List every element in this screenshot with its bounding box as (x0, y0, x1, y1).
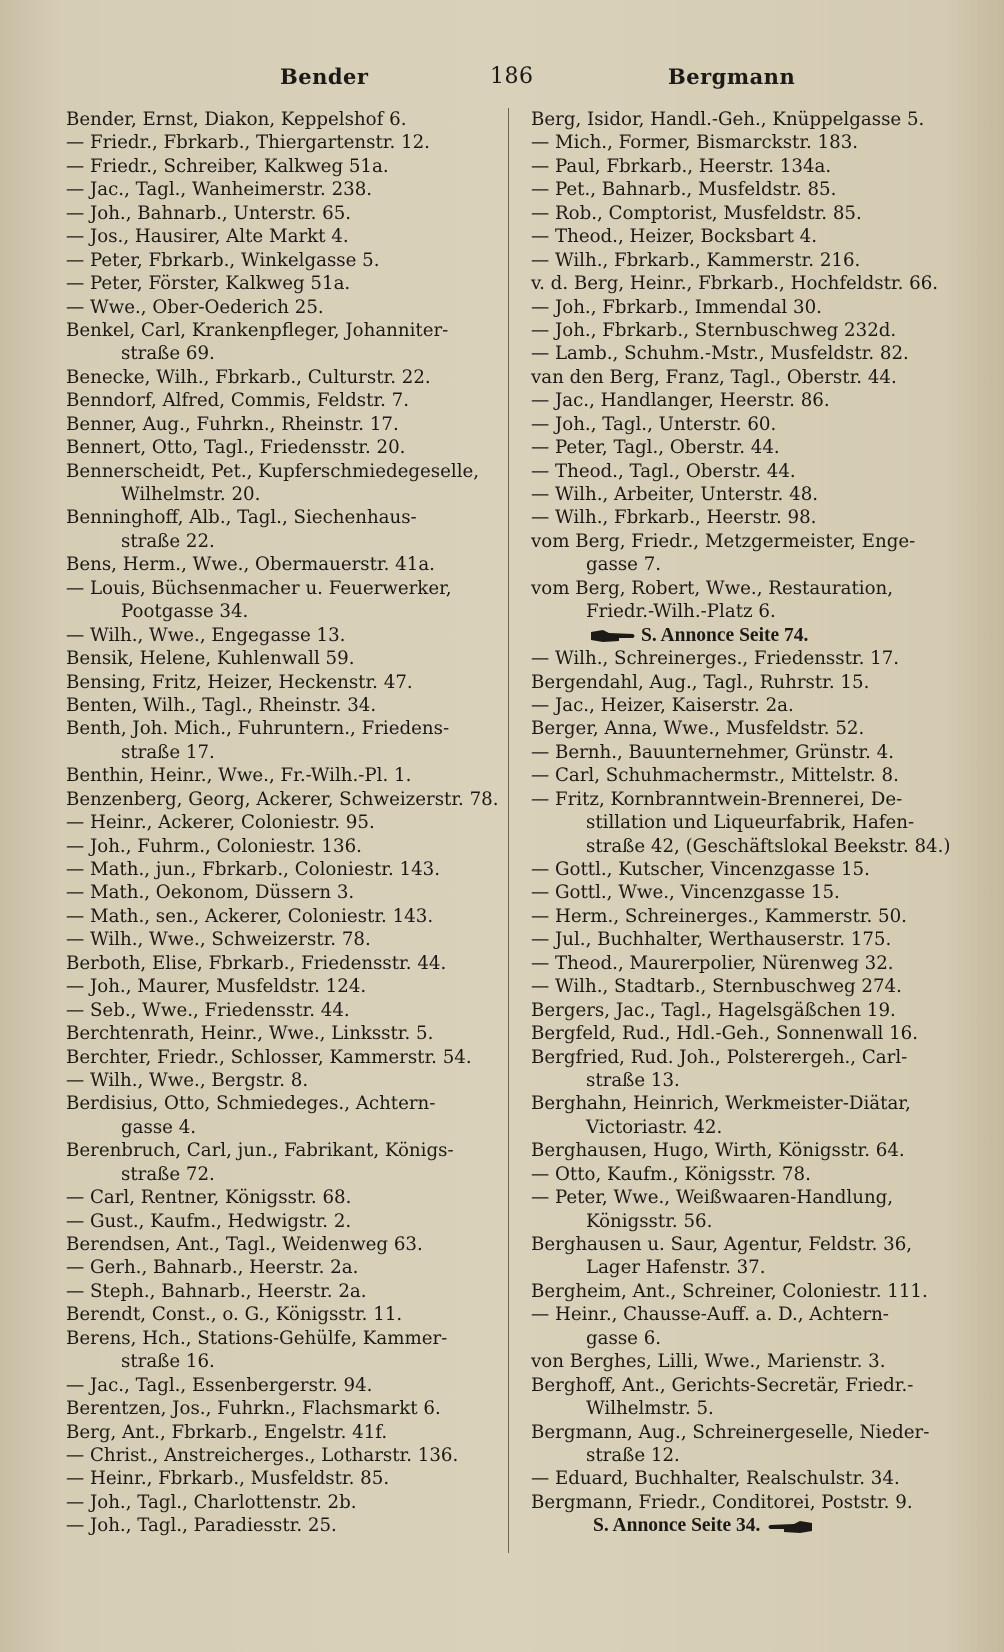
directory-line: straße 22. (121, 530, 215, 552)
directory-line (531, 1514, 961, 1537)
directory-line: straße 42, (Geschäftslokal Beekstr. 84.) (586, 835, 951, 857)
directory-line: — Peter, Wwe., Weißwaaren-Handlung, (531, 1187, 894, 1209)
directory-line: stillation und Liqueurfabrik, Hafen- (586, 812, 915, 834)
directory-line: — Wilh., Fbrkarb., Heerstr. 98. (531, 507, 817, 529)
directory-line: Benner, Aug., Fuhrkn., Rheinstr. 17. (66, 413, 399, 435)
directory-line: straße 72. (121, 1163, 215, 1185)
directory-line: Friedr.-Wilh.-Platz 6. (586, 601, 776, 623)
directory-line: — Heinr., Chausse-Auff. a. D., Achtern- (531, 1304, 889, 1326)
right-column (531, 108, 961, 1538)
column-divider (508, 108, 509, 1553)
directory-line: Berg, Isidor, Handl.-Geh., Knüppelgasse 5. (531, 109, 925, 130)
directory-line: — Louis, Büchsenmacher u. Feuerwerker, (66, 577, 452, 599)
directory-line: — Rob., Comptorist, Musfeldstr. 85. (531, 202, 862, 224)
directory-line: — Jac., Heizer, Kaiserstr. 2a. (531, 694, 794, 716)
directory-line: Bergmann, Aug., Schreinergeselle, Nieder- (531, 1421, 930, 1443)
pointing-hand-icon (589, 628, 637, 644)
directory-line: — Theod., Maurerpolier, Nürenweg 32. (531, 952, 894, 974)
directory-line: straße 16. (121, 1351, 215, 1373)
directory-line: Wilhelmstr. 5. (586, 1398, 714, 1420)
directory-line: Bensing, Fritz, Heizer, Heckenstr. 47. (66, 671, 413, 693)
directory-line: Berchter, Friedr., Schlosser, Kammerstr. 54. (66, 1046, 472, 1068)
page-number: 186 (490, 64, 534, 89)
directory-line: — Pet., Bahnarb., Musfeldstr. 85. (531, 179, 837, 201)
directory-line: — Paul, Fbrkarb., Heerstr. 134a. (531, 155, 832, 177)
directory-line: — Peter, Förster, Kalkweg 51a. (66, 273, 351, 295)
directory-line: Berendt, Const., o. G., Königsstr. 11. (66, 1304, 403, 1326)
directory-line: Bender, Ernst, Diakon, Keppelshof 6. (66, 109, 407, 130)
directory-line: — Jac., Handlanger, Heerstr. 86. (531, 390, 830, 412)
annonce-reference: S. Annonce Seite 74. (641, 624, 809, 646)
directory-line: Königsstr. 56. (586, 1210, 713, 1232)
directory-line: — Carl, Rentner, Königsstr. 68. (66, 1187, 352, 1209)
directory-line: — Heinr., Ackerer, Coloniestr. 95. (66, 812, 375, 834)
directory-line: — Lamb., Schuhm.-Mstr., Musfeldstr. 82. (531, 343, 909, 365)
directory-line: — Bernh., Bauunternehmer, Grünstr. 4. (531, 741, 895, 763)
directory-line: Bergmann, Friedr., Conditorei, Poststr. 9. (531, 1491, 913, 1513)
directory-line: — Wilh., Wwe., Engegasse 13. (66, 624, 346, 646)
directory-line (531, 624, 961, 647)
directory-line: Victoriastr. 42. (586, 1116, 723, 1138)
directory-line: Bergheim, Ant., Schreiner, Coloniestr. 111. (531, 1280, 928, 1302)
directory-line: — Fritz, Kornbranntwein-Brennerei, De- (531, 788, 903, 810)
directory-line: Berenbruch, Carl, jun., Fabrikant, Königs- (66, 1140, 454, 1162)
directory-line: Berghausen, Hugo, Wirth, Königsstr. 64. (531, 1140, 905, 1162)
directory-line: — Otto, Kaufm., Königsstr. 78. (531, 1163, 811, 1185)
directory-line: — Heinr., Fbrkarb., Musfeldstr. 85. (66, 1468, 390, 1490)
directory-line: straße 69. (121, 343, 215, 365)
directory-line: Bennerscheidt, Pet., Kupferschmiedegeselle, (66, 460, 480, 482)
directory-line: — Gottl., Kutscher, Vincenzgasse 15. (531, 859, 870, 880)
directory-line: Berchtenrath, Heinr., Wwe., Linksstr. 5. (66, 1023, 434, 1045)
directory-line: — Joh., Tagl., Paradiesstr. 25. (66, 1515, 337, 1537)
directory-line: Benthin, Heinr., Wwe., Fr.-Wilh.-Pl. 1. (66, 765, 412, 787)
directory-line: — Gust., Kaufm., Hedwigstr. 2. (66, 1210, 352, 1232)
directory-line: Wilhelmstr. 20. (121, 484, 261, 505)
directory-line: Berendsen, Ant., Tagl., Weidenweg 63. (66, 1234, 423, 1255)
directory-line: — Mich., Former, Bismarckstr. 183. (531, 132, 859, 154)
directory-line: — Gerh., Bahnarb., Heerstr. 2a. (66, 1257, 359, 1279)
directory-line: — Friedr., Schreiber, Kalkweg 51a. (66, 155, 389, 177)
directory-line: gasse 4. (121, 1116, 197, 1138)
directory-line: — Peter, Fbrkarb., Winkelgasse 5. (66, 249, 380, 271)
directory-line: Berghahn, Heinrich, Werkmeister-Diätar, (531, 1093, 911, 1115)
directory-line: Benth, Joh. Mich., Fuhruntern., Friedens- (66, 718, 450, 740)
directory-line: — Gottl., Wwe., Vincenzgasse 15. (531, 882, 840, 904)
directory-line: straße 13. (586, 1069, 680, 1091)
directory-line: v. d. Berg, Heinr., Fbrkarb., Hochfeldstr. 66. (531, 273, 939, 295)
directory-line: — Wilh., Fbrkarb., Kammerstr. 216. (531, 249, 861, 271)
directory-line: Pootgasse 34. (121, 601, 249, 623)
directory-line: — Jul., Buchhalter, Werthauserstr. 175. (531, 929, 892, 951)
directory-line: — Joh., Fbrkarb., Immendal 30. (531, 296, 822, 318)
directory-line: — Friedr., Fbrkarb., Thiergartenstr. 12. (66, 132, 430, 154)
directory-line: Bergfeld, Rud., Hdl.-Geh., Sonnenwall 16. (531, 1023, 919, 1045)
directory-line: — Joh., Tagl., Charlottenstr. 2b. (66, 1491, 357, 1513)
left-column (66, 108, 499, 1538)
page-header (0, 60, 1004, 96)
directory-line: Benninghoff, Alb., Tagl., Siechenhaus- (66, 507, 417, 529)
directory-line: — Wilh., Stadtarb., Sternbuschweg 274. (531, 976, 902, 998)
directory-line: — Wilh., Wwe., Bergstr. 8. (66, 1069, 309, 1091)
directory-line: straße 12. (586, 1444, 680, 1466)
directory-line: Berens, Hch., Stations-Gehülfe, Kammer- (66, 1327, 448, 1349)
directory-line: — Math., Oekonom, Düssern 3. (66, 882, 355, 904)
directory-line: — Peter, Tagl., Oberstr. 44. (531, 437, 780, 459)
directory-line: — Theod., Heizer, Bocksbart 4. (531, 226, 818, 248)
directory-line: — Joh., Tagl., Unterstr. 60. (531, 413, 777, 435)
directory-line: vom Berg, Robert, Wwe., Restauration, (531, 577, 894, 599)
directory-line: — Joh., Maurer, Musfeldstr. 124. (66, 976, 367, 998)
directory-line: Berboth, Elise, Fbrkarb., Friedensstr. 44. (66, 952, 447, 974)
directory-line: Bergfried, Rud. Joh., Polsterergeh., Carl- (531, 1046, 908, 1068)
directory-line: Berghausen u. Saur, Agentur, Feldstr. 36, (531, 1234, 913, 1255)
directory-line: Bergers, Jac., Tagl., Hagelsgäßchen 19. (531, 999, 896, 1021)
directory-line: Benndorf, Alfred, Commis, Feldstr. 7. (66, 390, 410, 412)
directory-line: — Jos., Hausirer, Alte Markt 4. (66, 226, 349, 248)
directory-line: — Math., sen., Ackerer, Coloniestr. 143. (66, 905, 434, 927)
directory-line: — Wilh., Schreinerges., Friedensstr. 17. (531, 648, 900, 670)
header-left-entry: Bender (280, 64, 369, 89)
directory-line: — Wilh., Arbeiter, Unterstr. 48. (531, 484, 819, 505)
directory-line: — Theod., Tagl., Oberstr. 44. (531, 460, 796, 482)
directory-line: Berghoff, Ant., Gerichts-Secretär, Friedr.- (531, 1374, 914, 1396)
pointing-hand-icon (766, 1519, 814, 1535)
directory-line: — Eduard, Buchhalter, Realschulstr. 34. (531, 1468, 900, 1490)
directory-line: — Jac., Tagl., Wanheimerstr. 238. (66, 179, 373, 201)
directory-line: Benkel, Carl, Krankenpfleger, Johanniter- (66, 319, 449, 341)
directory-line: straße 17. (121, 741, 215, 763)
directory-line: von Berghes, Lilli, Wwe., Marienstr. 3. (531, 1351, 886, 1373)
directory-line: vom Berg, Friedr., Metzgermeister, Enge- (531, 530, 916, 552)
directory-line: Bens, Herm., Wwe., Obermauerstr. 41a. (66, 554, 435, 576)
directory-line: gasse 7. (586, 554, 662, 576)
directory-line: Bennert, Otto, Tagl., Friedensstr. 20. (66, 437, 406, 459)
directory-line: — Math., jun., Fbrkarb., Coloniestr. 143. (66, 859, 441, 880)
directory-line: Berdisius, Otto, Schmiedeges., Achtern- (66, 1093, 436, 1115)
directory-line: — Joh., Fuhrm., Coloniestr. 136. (66, 835, 362, 857)
directory-line: — Wwe., Ober-Oederich 25. (66, 296, 324, 318)
directory-line: — Joh., Fbrkarb., Sternbuschweg 232d. (531, 319, 897, 341)
directory-line: Berg, Ant., Fbrkarb., Engelstr. 41f. (66, 1421, 388, 1443)
directory-line: — Seb., Wwe., Friedensstr. 44. (66, 999, 350, 1021)
directory-line: — Herm., Schreinerges., Kammerstr. 50. (531, 905, 907, 927)
directory-line: Bensik, Helene, Kuhlenwall 59. (66, 648, 355, 670)
annonce-reference: S. Annonce Seite 34. (593, 1515, 761, 1537)
header-right-entry: Bergmann (668, 64, 796, 89)
directory-line: gasse 6. (586, 1327, 662, 1349)
directory-line: — Wilh., Wwe., Schweizerstr. 78. (66, 929, 371, 951)
directory-line: Benten, Wilh., Tagl., Rheinstr. 34. (66, 694, 377, 716)
directory-line: — Jac., Tagl., Essenbergerstr. 94. (66, 1374, 373, 1396)
directory-line: Benecke, Wilh., Fbrkarb., Culturstr. 22. (66, 366, 431, 388)
directory-line: Bergendahl, Aug., Tagl., Ruhrstr. 15. (531, 671, 870, 693)
directory-line: — Carl, Schuhmachermstr., Mittelstr. 8. (531, 765, 899, 787)
directory-line: Benzenberg, Georg, Ackerer, Schweizerstr. 78. (66, 788, 499, 810)
directory-line: Berentzen, Jos., Fuhrkn., Flachsmarkt 6. (66, 1398, 441, 1420)
directory-line: Berger, Anna, Wwe., Musfeldstr. 52. (531, 718, 865, 740)
directory-line: — Christ., Anstreicherges., Lotharstr. 136. (66, 1444, 459, 1466)
directory-line: Lager Hafenstr. 37. (586, 1257, 766, 1279)
directory-line: — Steph., Bahnarb., Heerstr. 2a. (66, 1280, 367, 1302)
directory-line: van den Berg, Franz, Tagl., Oberstr. 44. (531, 366, 897, 388)
directory-line: — Joh., Bahnarb., Unterstr. 65. (66, 202, 352, 224)
